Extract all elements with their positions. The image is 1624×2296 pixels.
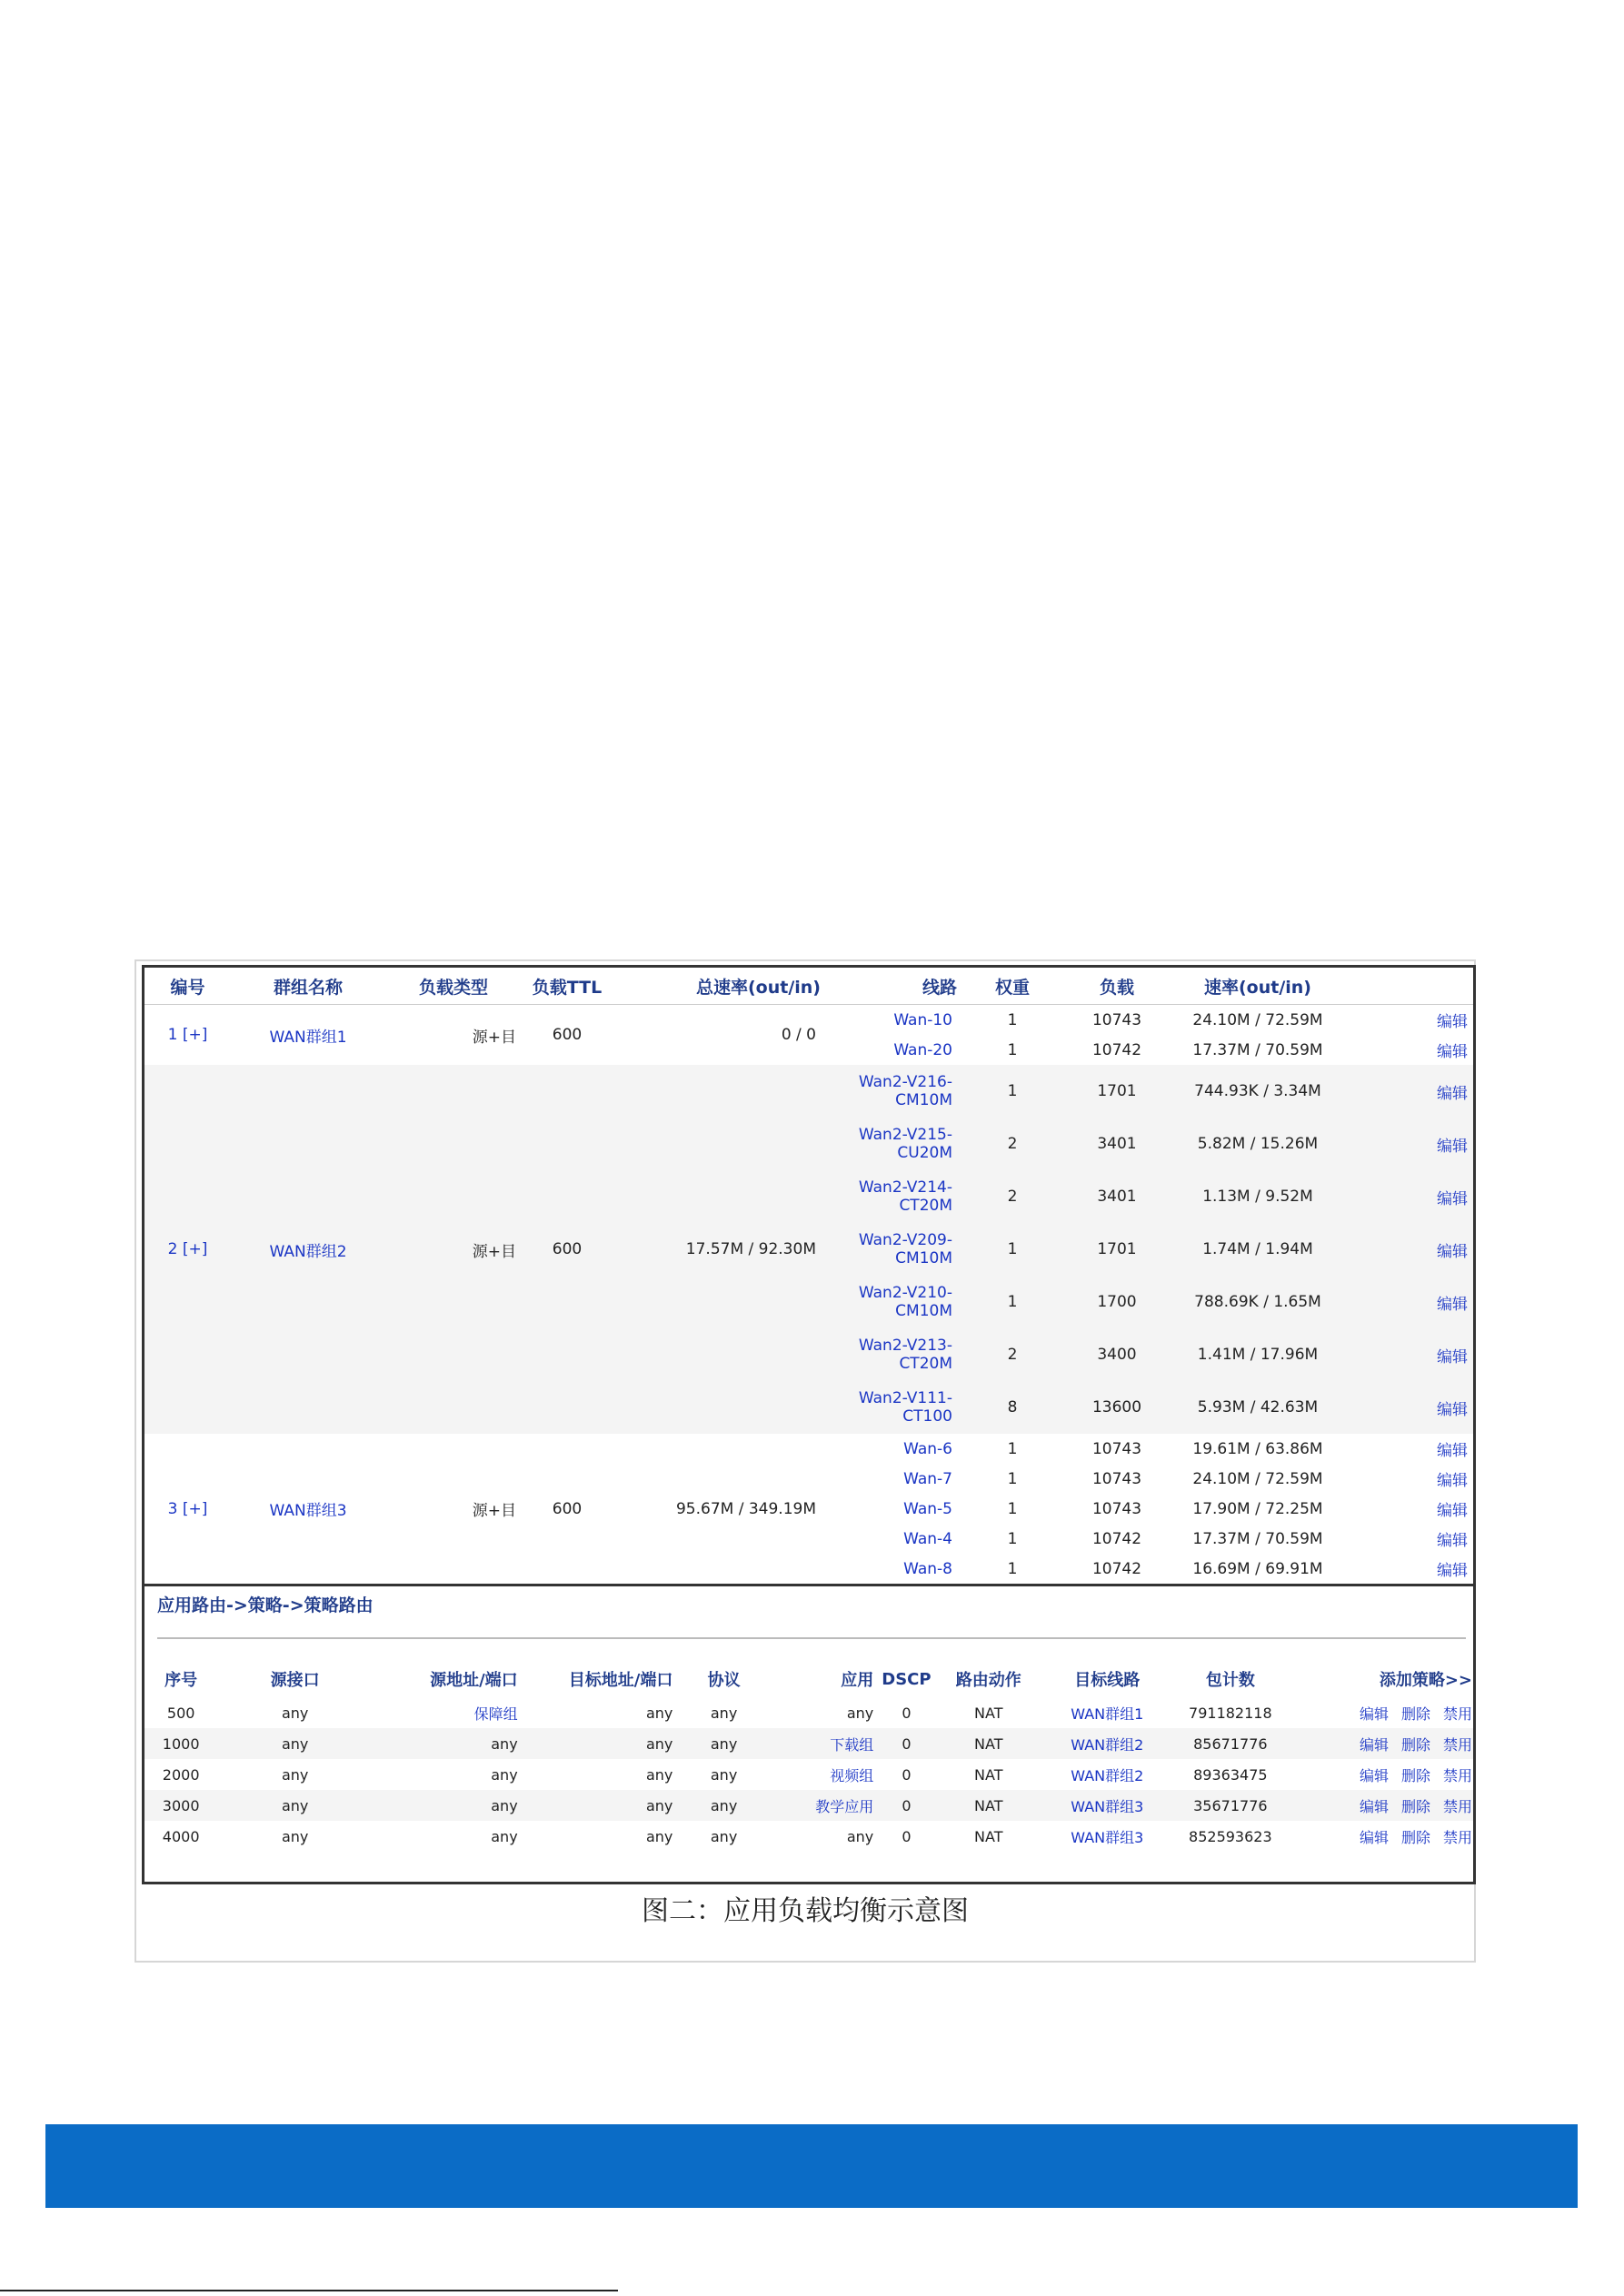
line-load: 3401 [1067, 1170, 1167, 1223]
policy-target[interactable]: WAN群组2 [1039, 1728, 1176, 1759]
policy-ops [1285, 1821, 1473, 1852]
policy-src[interactable]: 保障组 [473, 1705, 518, 1723]
policy-app[interactable]: 视频组 [830, 1766, 874, 1784]
edit-link[interactable]: 编辑 [1359, 1766, 1389, 1784]
line-load: 10743 [1091, 1469, 1142, 1488]
line-load: 10743 [1091, 1439, 1142, 1458]
line-name[interactable]: Wan2-V213-CT20M [822, 1328, 958, 1381]
line-name[interactable]: Wan2-V111-CT100 [822, 1381, 958, 1434]
disable-link[interactable]: 禁用 [1442, 1797, 1472, 1815]
policy-header-cell: 包计数 [1205, 1671, 1255, 1690]
policy-header-cell: 源地址/端口 [430, 1671, 518, 1690]
delete-link[interactable]: 删除 [1400, 1828, 1430, 1846]
divider [157, 1637, 1466, 1639]
policy-dst: any [645, 1704, 673, 1722]
line-name[interactable]: Wan2-V216-CM10M [822, 1065, 958, 1118]
group-table-header [144, 968, 1473, 1005]
line-rate: 24.10M / 72.59M [1192, 1010, 1323, 1029]
line-weight: 1 [1007, 1529, 1018, 1548]
delete-link[interactable]: 删除 [1400, 1705, 1430, 1723]
line-weight: 8 [958, 1381, 1067, 1434]
policy-header-cell: DSCP [882, 1669, 932, 1689]
total-rate: 0 / 0 [781, 1026, 816, 1044]
line-name[interactable]: Wan-4 [903, 1529, 952, 1548]
policy-seq: 4000 [162, 1827, 200, 1845]
edit-link[interactable]: 编辑 [1349, 1223, 1473, 1276]
group-name[interactable]: WAN群组1 [269, 1028, 347, 1047]
policy-target[interactable]: WAN群组1 [1071, 1705, 1144, 1723]
edit-link[interactable]: 编辑 [1349, 1065, 1473, 1118]
edit-link[interactable]: 编辑 [1349, 1118, 1473, 1170]
policy-src: any [491, 1827, 518, 1845]
edit-link[interactable]: 编辑 [1349, 1170, 1473, 1223]
policy-proto: any [710, 1827, 738, 1845]
policy-header-cell: 目标线路 [1074, 1671, 1141, 1690]
group-id[interactable]: 3 [+] [167, 1499, 208, 1518]
line-weight: 1 [958, 1223, 1067, 1276]
line-name[interactable]: Wan-8 [903, 1559, 952, 1578]
line-rate: 5.93M / 42.63M [1167, 1381, 1349, 1434]
edit-link[interactable]: 编辑 [1437, 1442, 1468, 1460]
line-load: 10743 [1091, 1010, 1142, 1029]
line-weight: 2 [958, 1118, 1067, 1170]
edit-link[interactable]: 编辑 [1437, 1502, 1468, 1520]
line-name[interactable]: Wan-5 [903, 1499, 952, 1518]
policy-action: NAT [974, 1827, 1003, 1845]
delete-link[interactable]: 删除 [1400, 1735, 1430, 1754]
policy-header-cell: 目标地址/端口 [568, 1671, 673, 1690]
policy-header-cell: 序号 [164, 1671, 198, 1690]
group-id[interactable]: 1 [+] [167, 1026, 208, 1044]
line-weight: 1 [1007, 1499, 1018, 1518]
line-name[interactable]: Wan-10 [893, 1010, 952, 1029]
line-weight: 1 [1007, 1469, 1018, 1488]
line-load: 10742 [1091, 1040, 1142, 1059]
policy-action: NAT [939, 1728, 1039, 1759]
line-name[interactable]: Wan-20 [893, 1040, 952, 1059]
policy-dst: any [645, 1765, 673, 1784]
edit-link[interactable]: 编辑 [1359, 1735, 1389, 1754]
policy-row [144, 1759, 1473, 1790]
policy-header-cell: 源接口 [270, 1671, 320, 1690]
edit-link[interactable]: 编辑 [1437, 1043, 1468, 1061]
edit-link[interactable]: 编辑 [1349, 1276, 1473, 1328]
policy-ops [1285, 1728, 1473, 1759]
policy-src: any [373, 1790, 519, 1821]
policy-count: 852593623 [1189, 1827, 1272, 1845]
policy-ops [1285, 1790, 1473, 1821]
group-header-cell: 负载 [1067, 968, 1167, 1005]
policy-count: 89363475 [1193, 1765, 1268, 1784]
policy-count: 85671776 [1176, 1728, 1285, 1759]
line-weight: 1 [1007, 1010, 1018, 1029]
line-name[interactable]: Wan2-V209-CM10M [822, 1223, 958, 1276]
line-name[interactable]: Wan2-V215-CU20M [822, 1118, 958, 1170]
line-load: 1700 [1067, 1276, 1167, 1328]
load-ttl: 600 [522, 1065, 613, 1434]
policy-dscp: 0 [902, 1827, 912, 1845]
line-name[interactable]: Wan2-V214-CT20M [822, 1170, 958, 1223]
line-rate: 744.93K / 3.34M [1167, 1065, 1349, 1118]
total-rate: 17.57M / 92.30M [613, 1065, 822, 1434]
policy-dst: any [645, 1827, 673, 1845]
add-policy-link[interactable]: 添加策略>> [1379, 1671, 1472, 1690]
policy-header-cell: 协议 [707, 1671, 741, 1690]
edit-link[interactable]: 编辑 [1437, 1562, 1468, 1580]
delete-link[interactable]: 删除 [1400, 1797, 1430, 1815]
line-load: 13600 [1067, 1381, 1167, 1434]
disable-link[interactable]: 禁用 [1442, 1766, 1472, 1784]
policy-src-if: any [217, 1790, 373, 1821]
policy-ops [1285, 1759, 1473, 1790]
group-header-cell: 速率(out/in) [1167, 968, 1349, 1005]
line-load: 10742 [1091, 1529, 1142, 1548]
line-load: 10742 [1091, 1559, 1142, 1578]
policy-seq: 2000 [162, 1765, 200, 1784]
line-rate: 17.90M / 72.25M [1192, 1499, 1323, 1518]
line-weight: 1 [958, 1276, 1067, 1328]
group-header-cell: 编号 [144, 968, 231, 1005]
policy-proto: any [673, 1728, 773, 1759]
policy-count: 791182118 [1189, 1704, 1272, 1722]
edit-link[interactable]: 编辑 [1437, 1532, 1468, 1550]
line-weight: 1 [1007, 1559, 1018, 1578]
line-weight: 2 [958, 1170, 1067, 1223]
policy-action: NAT [974, 1765, 1003, 1784]
policy-dscp: 0 [902, 1704, 912, 1722]
edit-link[interactable]: 编辑 [1359, 1705, 1389, 1723]
policy-seq: 500 [166, 1704, 195, 1722]
policy-ops [1285, 1697, 1473, 1728]
policy-dscp: 0 [874, 1790, 938, 1821]
group-header-cell: 负载类型 [385, 968, 522, 1005]
group-header-cell: 负载TTL [522, 968, 613, 1005]
policy-proto: any [673, 1790, 773, 1821]
policy-src-if: any [217, 1728, 373, 1759]
line-rate: 16.69M / 69.91M [1192, 1559, 1323, 1578]
wan-group-table [144, 968, 1473, 1584]
policy-table-header [144, 1661, 1473, 1697]
line-rate: 19.61M / 63.86M [1192, 1439, 1323, 1458]
policy-row [144, 1728, 1473, 1759]
edit-link[interactable]: 编辑 [1349, 1381, 1473, 1434]
screenshot-panel [142, 965, 1476, 1884]
line-rate: 1.41M / 17.96M [1167, 1328, 1349, 1381]
line-rate: 17.37M / 70.59M [1192, 1040, 1323, 1059]
policy-target[interactable]: WAN群组3 [1039, 1790, 1176, 1821]
policy-header-cell: 路由动作 [955, 1671, 1021, 1690]
edit-link[interactable]: 编辑 [1349, 1328, 1473, 1381]
figure-caption: 图二：应用负载均衡示意图 [642, 1895, 969, 1927]
group-name[interactable]: WAN群组2 [231, 1065, 385, 1434]
figure [135, 959, 1476, 1963]
policy-app: any [846, 1704, 874, 1722]
line-weight: 1 [1007, 1439, 1018, 1458]
line-rate: 1.74M / 1.94M [1167, 1223, 1349, 1276]
policy-target[interactable]: WAN群组2 [1071, 1766, 1144, 1784]
edit-link[interactable]: 编辑 [1359, 1828, 1389, 1846]
group-header-cell [1349, 968, 1473, 1005]
policy-row [144, 1821, 1473, 1852]
policy-action: NAT [974, 1704, 1003, 1722]
edit-link[interactable]: 编辑 [1437, 1013, 1468, 1031]
delete-link[interactable]: 删除 [1400, 1766, 1430, 1784]
policy-src-if: any [281, 1765, 309, 1784]
policy-header-cell: 应用 [841, 1671, 874, 1690]
policy-app[interactable]: 教学应用 [774, 1790, 874, 1821]
group-header-cell: 群组名称 [231, 968, 385, 1005]
policy-seq: 1000 [144, 1728, 217, 1759]
edit-link[interactable]: 编辑 [1437, 1472, 1468, 1490]
policy-proto: any [710, 1704, 738, 1722]
policy-dst: any [519, 1728, 674, 1759]
policy-dst: any [519, 1790, 674, 1821]
policy-row [144, 1697, 1473, 1728]
policy-dscp: 0 [874, 1728, 938, 1759]
line-weight: 2 [958, 1328, 1067, 1381]
group-header-cell: 线路 [822, 968, 958, 1005]
line-load: 3401 [1067, 1118, 1167, 1170]
policy-src: any [373, 1728, 519, 1759]
policy-proto: any [710, 1765, 738, 1784]
load-type: 源+目 [472, 1028, 516, 1047]
line-rate: 1.13M / 9.52M [1167, 1170, 1349, 1223]
policy-seq: 3000 [144, 1790, 217, 1821]
policy-row [144, 1790, 1473, 1821]
group-header-cell: 总速率(out/in) [613, 968, 822, 1005]
edit-link[interactable]: 编辑 [1359, 1797, 1389, 1815]
line-rate: 24.10M / 72.59M [1192, 1469, 1323, 1488]
policy-src: any [491, 1765, 518, 1784]
line-weight: 1 [1007, 1040, 1018, 1059]
line-rate: 5.82M / 15.26M [1167, 1118, 1349, 1170]
line-load: 10743 [1091, 1499, 1142, 1518]
group-line-row [144, 1065, 1473, 1118]
policy-src-if: any [281, 1704, 309, 1722]
policy-target[interactable]: WAN群组3 [1071, 1828, 1144, 1846]
group-id[interactable]: 2 [+] [144, 1065, 231, 1434]
group-name[interactable]: WAN群组3 [269, 1502, 347, 1520]
policy-app: any [846, 1827, 874, 1845]
disable-link[interactable]: 禁用 [1442, 1828, 1472, 1846]
line-load: 1701 [1067, 1223, 1167, 1276]
group-line-row [144, 1005, 1473, 1036]
policy-app[interactable]: 下载组 [774, 1728, 874, 1759]
line-weight: 1 [958, 1065, 1067, 1118]
load-ttl: 600 [552, 1026, 583, 1044]
policy-count: 35671776 [1176, 1790, 1285, 1821]
footer-banner [45, 2124, 1578, 2208]
section-title: 应用路由->策略->策略路由 [144, 1584, 1473, 1637]
load-ttl: 600 [552, 1499, 583, 1518]
footer-line [0, 2290, 618, 2291]
group-header-cell: 权重 [958, 968, 1067, 1005]
line-name[interactable]: Wan-7 [903, 1469, 952, 1488]
total-rate: 95.67M / 349.19M [675, 1499, 816, 1518]
line-rate: 788.69K / 1.65M [1167, 1276, 1349, 1328]
policy-dscp: 0 [902, 1765, 912, 1784]
policy-action: NAT [939, 1790, 1039, 1821]
load-type: 源+目 [472, 1502, 516, 1520]
line-name[interactable]: Wan2-V210-CM10M [822, 1276, 958, 1328]
line-load: 3400 [1067, 1328, 1167, 1381]
group-line-row [144, 1434, 1473, 1464]
policy-src-if: any [281, 1827, 309, 1845]
policy-table [144, 1661, 1473, 1852]
load-type: 源+目 [385, 1065, 522, 1434]
line-rate: 17.37M / 70.59M [1192, 1529, 1323, 1548]
line-name[interactable]: Wan-6 [903, 1439, 952, 1458]
disable-link[interactable]: 禁用 [1442, 1705, 1472, 1723]
line-load: 1701 [1067, 1065, 1167, 1118]
disable-link[interactable]: 禁用 [1442, 1735, 1472, 1754]
